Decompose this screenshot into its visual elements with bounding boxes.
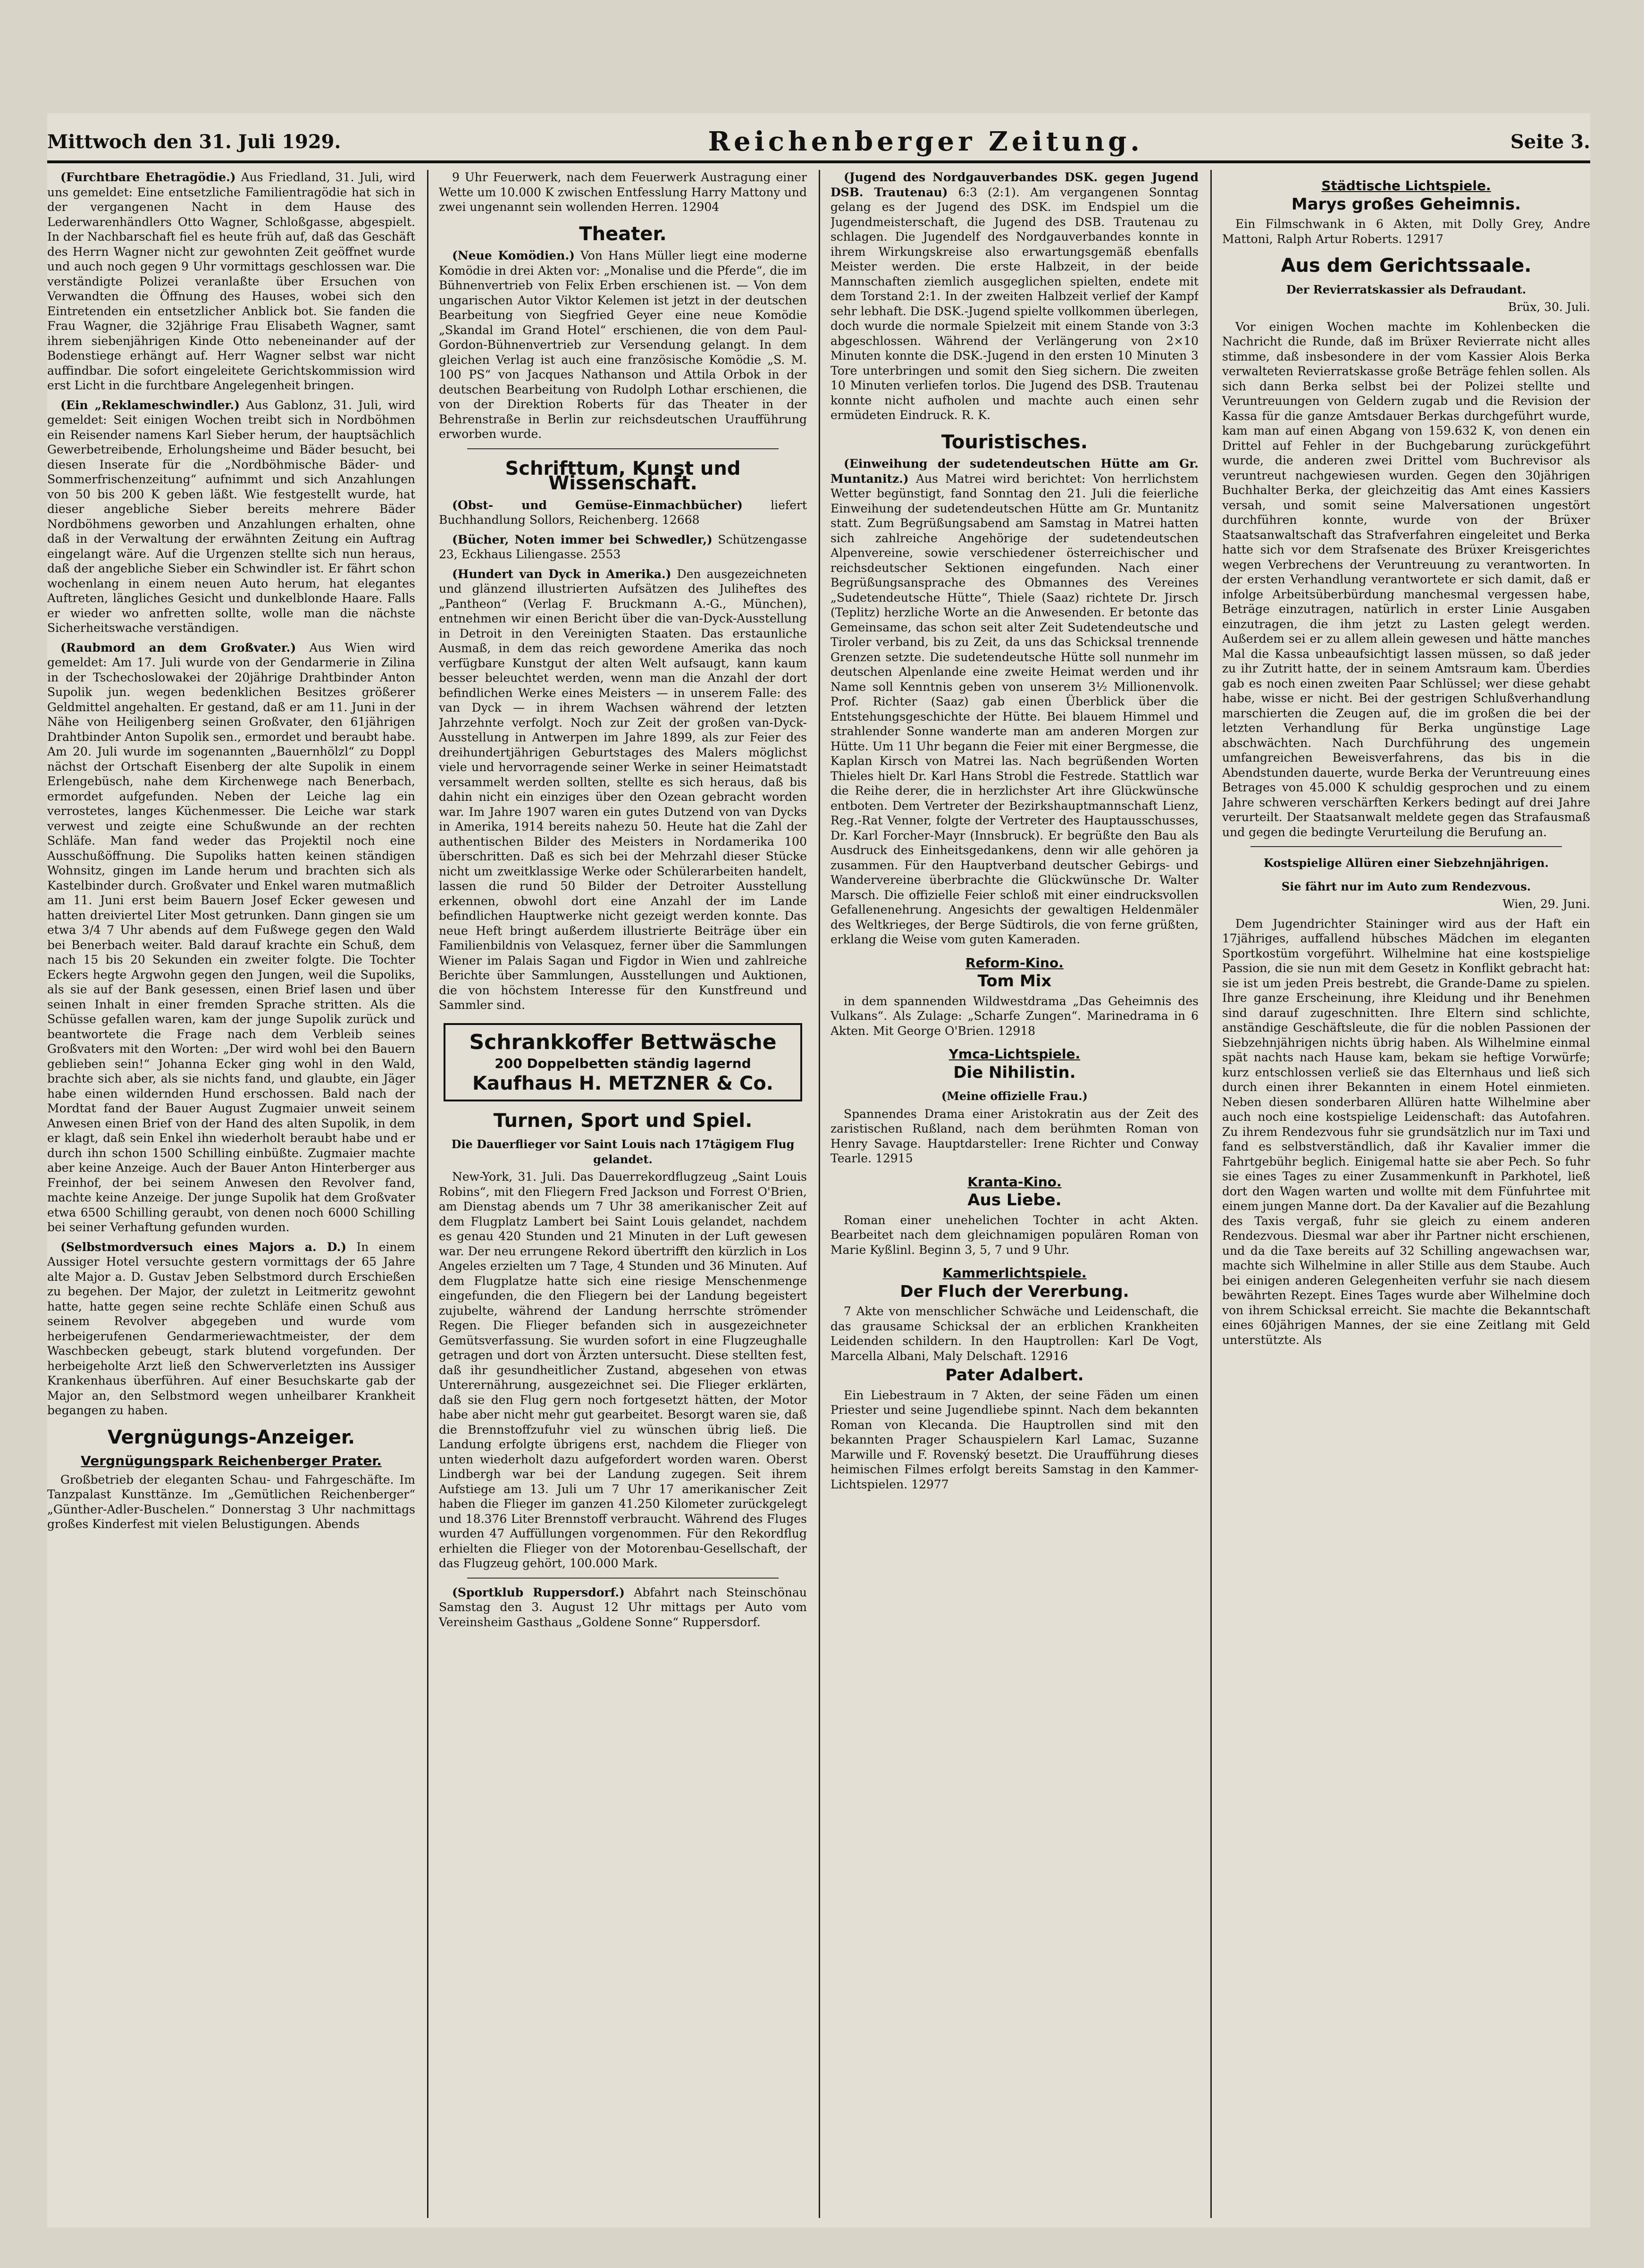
article-lead: (Ein „Reklameschwindler.): [60, 398, 240, 412]
cinema-venue: Ymca-Lichtspiele.: [948, 1046, 1081, 1062]
article: [47, 398, 415, 636]
ad-code: 12917: [1406, 232, 1443, 246]
ad-code: 12977: [911, 1477, 949, 1491]
film-description: Spannendes Drama einer Aristokratin aus der Zeit des zaristischen Rußland, nach dem berühmten Roman von Henry Savage. Hauptdarsteller: Irene Richter und Conway Tearle.: [830, 1107, 1199, 1165]
ad-code: 2553: [590, 547, 621, 561]
notice-lead: (Bücher, Noten immer bei Schwedler,): [452, 532, 713, 546]
article: [439, 567, 807, 1013]
section-heading-vergnuegungen: Vergnügungs-Anzeiger.: [107, 1426, 355, 1448]
section-heading-touristisches: Touristisches.: [941, 431, 1088, 453]
article-text: In einem Aussiger Hotel versuchte gestern vormittags der 65 Jahre alte Major a. D. Gustav Jeben Selbstmord durch Erschießen zu begehen. Der Major, der zuletzt in Leitmeritz gewohnt hatte, hatte gegen seine rechte Schläfe einen Schuß aus seinem Revolver abgegeben und wurde vom herbeigerufenen Gendarmeriewachtmeister, der dem Waschbecken gebeugt, stark blutend vorgefunden. Der herbeigeholte Arzt ließ den Schwerverletzten ins Aussiger Krankenhaus überführen. Auf einer Besuchskarte gab der Major an, den Selbstmord wegen unheilbarer Krankheit begangen zu haben.: [47, 1240, 415, 1417]
section-heading-gerichtssaal: Aus dem Gerichtssaale.: [1281, 255, 1532, 277]
notice: [439, 532, 807, 562]
notice-text: liefert Buchhandlung Sollors, Reichenberg.: [439, 498, 807, 527]
column-rule: [1210, 170, 1212, 2218]
cinema-venue: Kammerlichtspiele.: [942, 1265, 1087, 1281]
article-text: Aus Gablonz, 31. Juli, wird gemeldet: Seit einigen Wochen treibt sich in Nordböhmen ein Reisender namens Karl Sieber herum, der hauptsächlich Gewerbetreibende, Erholungsheime und Bäder besucht, bei diesen Inserate für die „Nordböhmische Bäder- und Sommerfrischenzeitung“ aufnimmt und sich Anzahlungen von 50 bis 200 K geben läßt. Wie festgestellt wurde, hat dieser angebliche Sieber bereits mehrere Bäder Nordböhmens geworben und Anzahlungen erhalten, ohne daß in der Verwaltung der erwähnten Zeitung ein Auftrag eingelangt wäre. Auf die Urgenzen stellte sich nun heraus, daß der angebliche Sieber ein Schwindler ist. Er fährt schon wochenlang in einem neuen Auto herum, hat elegantes Auftreten, längliches Gesicht und dunkelblonde Haare. Falls er wieder wo anfretten sollte, wolle man die nächste Sicherheitswache verständigen.: [47, 398, 415, 635]
film-title: Marys großes Geheimnis.: [1291, 194, 1521, 214]
article-dateline: Wien, 29. Juni.: [1502, 897, 1590, 911]
newspaper-page: [47, 113, 1590, 2227]
article-lead: (Hundert van Dyck in Amerika.): [452, 567, 671, 581]
film-title: Die Nihilistin.: [953, 1063, 1076, 1082]
article-lead: (Furchtbare Ehetragödie.): [60, 170, 236, 184]
film-description: Roman einer unehelichen Tochter in acht Akten. Bearbeitet nach dem gleichnamigen populären Roman von Marie Kyßlinl. Beginn 3, 5, 7 und 9 Uhr.: [830, 1213, 1199, 1257]
notice-lead: (Obst- und Gemüse-Einmachbücher): [452, 498, 743, 512]
film-description: 7 Akte von menschlicher Schwäche und Leidenschaft, die das grausame Schicksal der an erblichen Krankheiten Leidenden schildern. In den Hauptrollen: Karl De Vogt, Marcella Albani, Maly Delschaft.: [830, 1304, 1199, 1363]
article-title: Der Revierratskassier als Defraudant.: [1286, 282, 1527, 296]
column-rule: [819, 170, 820, 2218]
section-heading-schrifttum: Schrifttum, Kunst und Wissenschaft.: [505, 457, 741, 494]
advertisement-metzner: [444, 1023, 802, 1101]
article-text: Vor einigen Wochen machte im Kohlenbecken die Nachricht die Runde, daß im Brüxer Revierrate nicht alles stimme, daß insbesondere in der vom Kassier Alois Berka verwalteten Revierratskasse große Beträge fehlen sollen. Als sich dann Berka selbst bei der Polizei stellte und Veruntreuungen von Geldern zugab und die Revision der Kassa für die ganze Amtsdauer Berkas durchgeführt wurde, kam man auf einen Abgang von 159.632 K, von denen ein Drittel auf Fehler in der Buchgebarung zurückgeführt wurde, die anderen zwei Drittel vom Buchrevisor als veruntreut nachgewiesen wurden. Gegen den 30jährigen Buchhalter Berka, der gleichzeitig das Amt eines Kassiers versah, und somit seine Malversationen ungestört durchführen konnte, wurde von der Brüxer Staatsanwaltschaft das Strafverfahren eingeleitet und Berka hatte sich vor dem Strafsenate des Brüxer Kreisgerichtes wegen Verbrechens der Veruntreuung zu verantworten. In der ersten Verhandlung verantwortete er sich damit, daß er infolge Arbeitsüberbürdung manchesmal vergessen habe, Beträge einzutragen, natürlich in erster Linie Ausgaben einzutragen, die ihm jetzt zu Lasten gelegt werden. Außerdem sei er zu allem allein gewesen und hätte manches Mal die Kassa unbeaufsichtigt lassen müssen, so daß jeder zu ihr Zutritt hatte, der in seinem Amtsraum kam. Überdies gab es noch einen zweiten Paar Schlüssel; wer diese gehabt habe, wisse er nicht. Bei der gestrigen Schlußverhandlung marschierten die Zeugen auf, die im großen die bei der letzten Verhandlung für Berka ungünstige Lage abschwächten. Nach Durchführung des ungemein umfangreichen Beweisverfahrens, das bis in die Abendstunden dauerte, wurde Berka der Veruntreuung eines Betrages von 45.000 K schuldig gesprochen und zu einem Jahre schweren verschärften Kerkers bedingt auf drei Jahre verurteilt. Der Staatsanwalt meldete gegen das Strafausmaß und gegen die bedingte Verurteilung die Berufung an.: [1222, 319, 1590, 839]
article-title: Kostspielige Allüren einer Siebzehnjährigen.: [1264, 856, 1549, 870]
ad-headline: Schrankkoffer Bettwäsche: [469, 1030, 777, 1054]
ad-code: 12915: [875, 1151, 913, 1165]
column-rule: [427, 170, 428, 2218]
film-title: Der Fluch der Vererbung.: [900, 1282, 1129, 1301]
ad-company: Kaufhaus H. METZNER & Co.: [472, 1072, 773, 1094]
cinema-venue: Kranta-Kino.: [967, 1174, 1062, 1190]
page-number: Seite 3.: [1510, 130, 1590, 153]
article-dateline: Brüx, 30. Juli.: [1508, 300, 1590, 314]
article-lead: (Einweihung der sudetendeutschen Hütte am Gr. Muntanitz.): [830, 457, 1199, 486]
film-text: [830, 1107, 1199, 1166]
article-text: Aus Matrei wird berichtet: Von herrlichstem Wetter begünstigt, fand Sonntag den 21. Juli die feierliche Einweihung der sudetendeutschen Hütte am Gr. Muntanitz statt. Zum Begrüßungsabend am Samstag in Matrei hatten sich zahlreiche Angehörige der sudetendeutschen Alpenvereine, sowie verschiedener österreichischer und reichsdeutscher Sektionen eingefunden. Nach einer Begrüßungsansprache des Obmannes des Vereines „Sudetendeutsche Hütte“, Thiele (Saaz) richtete Dr. Jirsch (Teplitz) herzliche Worte an die Anwesenden. Er betonte das Gemeinsame, das schon seit alter Zeit Sudetendeutsche und Tiroler verband, bis zu Zeit, da uns das Schicksal trennende Grenzen setzte. Die sudetendeutsche Hütte soll nunmehr im deutschen Alpenlande eine zweite Heimat werden und ihr Name soll Kenntnis geben von unserem 3½ Millionenvolk. Prof. Richter (Saaz) gab einen Überblick über die Entstehungsgeschichte der Hütte. Bei blauem Himmel und strahlender Sonne wanderte man am anderen Morgen zur Hütte. Um 11 Uhr begann die Feier mit einer Bergmesse, die Kaplan Kirsch von Matrei las. Nach begrüßenden Worten Thieles hielt Dr. Karl Hans Strobl die Festrede. Stattlich war die Reihe derer, die in herzlichster Art ihre Glückwünsche entboten. Dem Vertreter der Bezirkshauptmannschaft Lienz, Reg.-Rat Venner, folgte der Vertreter des Hauptausschusses, Dr. Karl Forcher-Mayr (Innsbruck). Er begrüßte den Bau als Ausdruck des Einheitsgedankens, denn wir alle gehören ja zusammen. Für den Hauptverband deutscher Gebirgs- und Wandervereine überbrachte die Glückwünsche Dr. Walter Marsch. Die offizielle Feier schloß mit einer eindrucksvollen Gefallenenehrung. Angesichts der gewaltigen Heldenmäler des Weltkrieges, der Berge Südtirols, die von ferne grüßten, erklang die Weise vom guten Kameraden.: [830, 471, 1199, 946]
film-description: Ein Liebestraum in 7 Akten, der seine Fäden um einen Priester und seine Jugendliebe spinnt. Nach dem bekannten Roman von Klecanda. Die Hauptrollen sind mit den bekannten Prager Schauspielern Karl Lamac, Suzanne Marwille und F. Rovenský besetzt. Die Uraufführung dieses heimischen Filmes erfolgt bereits Samstag in den Kammer-Lichtspielen.: [830, 1388, 1199, 1491]
item-text: [439, 170, 807, 215]
article-lead: (Raubmord an dem Großvater.): [60, 640, 296, 655]
film-text: [1222, 217, 1590, 246]
article-lead: (Neue Komödien.): [452, 249, 575, 262]
film-subtitle: (Meine offizielle Frau.): [941, 1089, 1088, 1103]
ad-code: 12916: [1030, 1349, 1068, 1363]
divider: [467, 1578, 779, 1579]
article: [47, 1240, 415, 1418]
notice-text: Abfahrt nach Steinschönau Samstag den 3. August 12 Uhr mittags per Auto vom Vereinsheim Gasthaus „Goldene Sonne“ Ruppersdorf.: [439, 1585, 807, 1629]
film-description: Ein Filmschwank in 6 Akten, mit Dolly Grey, Andre Mattoni, Ralph Artur Roberts.: [1222, 217, 1590, 246]
article: [47, 170, 415, 393]
ad-subline: 200 Doppelbetten ständig lagernd: [495, 1055, 751, 1071]
article-text: 6:3 (2:1). Am vergangenen Sonntag gelang es der Jugend des DSK. im Endspiel um die Jugendmeisterschaft, die Jugend des DSB. Trautenau zu schlagen. Die Jugendelf des Nordgauverbandes konnte in ihrem Wirkungskreise also erwartungsgemäß ebenfalls Meister werden. Die erste Halbzeit, in der beide Mannschaften ziemlich ausgeglichen spielten, endete mit dem Torstand 2:1. In der zweiten Halbzeit verlief der Kampf sehr lebhaft. Die DSK.-Jugend spielte vollkommen überlegen, doch wurde die normale Spielzeit mit einem Stande von 3:3 abgeschlossen. Während der Verlängerung von 2×10 Minuten konnte die DSK.-Jugend in den ersten 10 Minuten 3 Tore unterbringen und somit den Sieg sichern. Die zweiten 10 Minuten verliefen torlos. Die Jugend des DSB. Trautenau konnte nicht aufholen und machte auch einen sehr ermüdeten Eindruck.: [830, 185, 1199, 422]
column-4: [1222, 170, 1590, 2218]
article-text: New-York, 31. Juli. Das Dauerrekordflugzeug „Saint Louis Robins“, mit den Fliegern Fred Jackson und Forrest O'Brien, am Dienstag abends um 7 Uhr 38 amerikanischer Zeit auf dem Flugplatz Lambert bei Saint Louis gelandet, nachdem es genau 420 Stunden und 21 Minuten in der Luft gewesen war. Der neu errungene Rekord übertrifft den kürzlich in Los Angeles erzielten um 7 Tage, 4 Stunden und 36 Minuten. Auf dem Flugplatze hatte sich eine riesige Menschenmenge eingefunden, die den Fliegern bei der Landung begeistert zujubelte, während der Landung herrschte strömender Regen. Die Flieger befanden sich in ausgezeichneter Gemütsverfassung. Sie wurden sofort in eine Flugzeughalle getragen und dort von Ärzten untersucht. Diese stellten fest, daß ihr gesundheitlicher Zustand, abgesehen von etwas Unterernährung, ausgezeichnet sei. Die Flieger erklärten, daß sie den Flug gern noch fortgesetzt hätten, der Motor habe aber nicht mehr gut gearbeitet. Besorgt waren sie, daß die Brennstoffzufuhr viel zu wünschen übrig ließ. Die Landung erfolgte übrigens erst, nachdem die Flieger von unten wiederholt dazu aufgefordert worden waren. Oberst Lindbergh war bei der Landung zugegen. Seit ihrem Aufstiege am 13. Juli um 7 Uhr 17 amerikanischer Zeit haben die Flieger im ganzen 41.250 Kilometer zurückgelegt und 18.376 Liter Brennstoff verbraucht. Während des Fluges wurden 47 Auffüllungen vorgenommen. Für den Rekordflug erhielten die Flieger von der Motorenbau-Gesellschaft, der das Flugzeug gehört, 100.000 Mark.: [439, 1170, 807, 1570]
film-title: Aus Liebe.: [967, 1191, 1062, 1210]
article-signature: R. K.: [961, 408, 991, 422]
article: [830, 170, 1199, 423]
notice: [439, 498, 807, 528]
article-text: Aus Wien wird gemeldet: Am 17. Juli wurde von der Gendarmerie in Zilina in der Tschechoslowakei der 20jährige Drahtbinder Anton Supolik jun. wegen bedenklichen Besitzes größerer Geldmittel angehalten. Er gestand, daß er am 11. Juni in der Nähe von Heiligenberg seinen Großvater, den 61jährigen Drahtbinder Anton Supolik sen., ermordet und beraubt habe. Am 20. Juli wurde im sogenannten „Bauernhölzl“ zu Doppl nächst der Ortschaft Eisenberg der alte Supolik in einem Erlengebüsch, nahe dem Kirchenwege nach Benerbach, ermordet aufgefunden. Neben der Leiche lag ein verrostetes, langes Küchenmesser. Die Leiche war stark verwest und zeigte eine Schußwunde an der rechten Schläfe. Man fand weder das Projektil noch eine Ausschußöffnung. Die Supoliks hatten keinen ständigen Wohnsitz, gingen im Lande herum und brachten sich als Kastelbinder durch. Großvater und Enkel waren mutmaßlich am 11. Juni erst beim Bauern Josef Ecker gewesen und hatten dreiviertel Liter Most getrunken. Dann gingen sie um etwa 3/4 7 Uhr abends auf dem Fußwege gegen den Wald bei Benerbach weiter. Bald darauf krachte ein Schuß, dem nach 15 bis 20 Sekunden ein zweiter folgte. Die Tochter Eckers hegte Argwohn gegen den Jungen, weil die Supoliks, als sie auf der Bank gesessen, einen Brief lasen und über seinen Inhalt in einer fremden Sprache stritten. Als die Schüsse gefallen waren, kam der junge Supolik zurück und beantwortete die Frage nach dem Verbleib seines Großvaters mit den Worten: „Der wird wohl bei den Bauern geblieben sein!“ Johanna Ecker ging wohl in den Wald, brachte sich aber, als sie nichts fand, und glaubte, ein Jäger habe einen wildernden Hund erschossen. Bald nach der Mordtat fand der Bauer August Zugmaier unweit seinem Anwesen einen Brief von der Hand des alten Supolik, in dem er klagt, daß sein Enkel ihn wiederholt beraubt habe und er durch ihn schon 1500 Schilling einbüßte. Zugmaier machte aber keine Anzeige. Auch der Bauer Anton Hinterberger aus Freinhof, der bei seinem Anwesen den Revolver fand, machte keine Anzeige. Der junge Supolik hat dem Großvater etwa 6500 Schilling geraubt, von denen noch 6000 Schilling bei seiner Verhaftung gefunden wurden.: [47, 640, 415, 1234]
page-header: [47, 123, 1590, 163]
notice-text: Schützengasse 23, Eckhaus Liliengasse.: [439, 532, 807, 561]
columns: [47, 170, 1590, 2218]
article-lead: (Jugend des Nordgauverbandes DSK. gegen Jugend DSB. Trautenau): [830, 170, 1199, 199]
section-heading-theater: Theater.: [579, 223, 667, 245]
article-lead: (Selbstmordversuch eines Majors a. D.): [60, 1240, 347, 1254]
item-text: Großbetrieb der eleganten Schau- und Fahrgeschäfte. Im Tanzpalast Kunsttänze. Im „Gemütlichen Reichenberger“ „Günther-Adler-Buschelen.“ Donnerstag 3 Uhr nachmittags großes Kinderfest mit vielen Belustigungen. Abends: [47, 1472, 415, 1531]
article-text: Aus Friedland, 31. Juli, wird uns gemeldet: Eine entsetzliche Familientragödie hat sich in der vergangenen Nacht in dem Hause des Lederwarenhändlers Otto Wagner, Schloßgasse, abgespielt. In der Nachbarschaft fiel es heute früh auf, daß das Geschäft des Herrn Wagner nicht zur gewohnten Zeit geöffnet wurde und auch noch gegen 9 Uhr vormittags geschlossen war. Die verständigte Polizei veranlaßte über Ersuchen von Verwandten die Öffnung des Hauses, wobei sich den Eintretenden ein entsetzlicher Anblick bot. Sie fanden die Frau Wagner, die 32jährige Frau Elisabeth Wagner, samt ihrem siebenjährigen Kinde Otto nebeneinander auf der Bodenstiege erhängt auf. Herr Wagner selbst war nicht auffindbar. Die sofort eingeleitete Gerichtskommission wird erst Licht in die furchtbare Angelegenheit bringen.: [47, 170, 415, 392]
film-title: Tom Mix: [977, 972, 1052, 991]
item-text-body: 9 Uhr Feuerwerk, nach dem Feuerwerk Austragung einer Wette um 10.000 K zwischen Entfesslung Harry Mattony und zwei ungenannt sein wollenden Herren.: [439, 170, 807, 214]
notice-lead: (Sportklub Ruppersdorf.): [452, 1585, 625, 1599]
film-text: [830, 994, 1199, 1039]
film-title: Pater Adalbert.: [945, 1366, 1084, 1385]
article-text: Von Hans Müller liegt eine moderne Komödie in drei Akten vor: „Monalise und die Pferde“, die im Bühnenvertrieb von Felix Erben erschienen ist. — Von dem ungarischen Autor Viktor Kelemen ist jetzt in der deutschen Bearbeitung von Siegfried Geyer eine neue Komödie „Skandal im Grand Hotel“ erschienen, die von dem Paul-Gordon-Bühnenvertrieb zur Versendung gelangt. In dem gleichen Verlag ist auch eine französische Komödie „S. M. 100 PS“ von Jacques Nathanson und Attila Orbok in der deutschen Bearbeitung von Rudolph Lothar erschienen, die von der Direktion Roberts für das Theater in der Behrenstraße in Berlin zur reichsdeutschen Uraufführung erworben wurde.: [439, 249, 807, 441]
film-description: in dem spannenden Wildwestdrama „Das Geheimnis des Vulkans“. Als Zulage: „Scharfe Zungen“. Marinedrama in 6 Akten. Mit George O'Brien.: [830, 994, 1199, 1038]
cinema-venue: Städtische Lichtspiele.: [1321, 178, 1491, 193]
cinema-venue: Reform-Kino.: [965, 955, 1064, 971]
divider: [1250, 846, 1562, 847]
ad-code: 12668: [662, 513, 700, 527]
column-1: [47, 170, 415, 2218]
item-title: Vergnügungspark Reichenberger Prater.: [81, 1453, 382, 1469]
column-3: [830, 170, 1199, 2218]
notice: [439, 1585, 807, 1630]
masthead: Reichenberger Zeitung.: [708, 126, 1143, 157]
issue-date: Mittwoch den 31. Juli 1929.: [47, 130, 341, 153]
article: [47, 640, 415, 1235]
film-text: [830, 1304, 1199, 1363]
article: [830, 456, 1199, 947]
article-subtitle: Sie fährt nur im Auto zum Rendezvous.: [1281, 879, 1531, 893]
section-heading-sport: Turnen, Sport und Spiel.: [493, 1109, 753, 1132]
film-text: [830, 1388, 1199, 1492]
ad-code: 12904: [681, 200, 720, 214]
article: [439, 248, 807, 442]
divider: [467, 448, 779, 449]
column-2: [439, 170, 807, 2218]
article-text: Dem Jugendrichter Staininger wird aus der Haft ein 17jähriges, auffallend hübsches Mädchen im eleganten Sportkostüm vorgeführt. Wilhelmine hat eine kostspielige Passion, die sie nun mit dem Gesetz in Konflikt gebracht hat: sie ist um jeden Preis bestrebt, die Grande-Dame zu spielen. Ihre ganze Erscheinung, ihre Kleidung und ihr Benehmen sind darauf zugeschnitten. Ihre Eltern sind schlichte, anständige Geschäftsleute, die für die noblen Passionen der Siebzehnjährigen nichts übrig haben. Als Wilhelmine einmal spät nachts nach Hause kam, bekam sie heftige Vorwürfe; kurz entschlossen verließ sie das Elternhaus und ließ sich durch einen ihrer Bekannten in einem Hotel einmieten. Neben diesen sonderbaren Allüren hatte Wilhelmine aber auch noch eine kostspielige Leidenschaft: das Autofahren. Zu ihrem Rendezvous fuhr sie grundsätzlich nur im Taxi und fand es selbstverständlich, daß ihr Kavalier immer die Fahrtgebühr beglich. Einigemal hatte sie aber Pech. So fuhr sie eines Tages zu einer Zusammenkunft in Parkhotel, ließ dort den Wagen warten und wollte mit dem Fünfuhrtee mit einem jungen Manne dort. Da der Kavalier auf die Bezahlung des Taxis vergaß, fuhr sie gleich zu einem anderen Rendezvous. Diesmal war aber ihr Partner nicht erschienen, und da die Taxe bereits auf 32 Schilling angewachsen war, machte sich Wilhelmine in aller Stille aus dem Staube. Auch bei einigen anderen Gelegenheiten verfuhr sie nach diesem bewährten Rezept. Eines Tages wurde aber Wilhelmine doch von ihrem Schicksal erreicht. Sie machte die Bekanntschaft eines 60jährigen Mannes, der sie eine Zeitlang mit Geld unterstützte. Als: [1222, 916, 1590, 1347]
article-title: Die Dauerflieger vor Saint Louis nach 17tägigem Flug gelandet.: [451, 1137, 795, 1166]
ad-code: 12918: [998, 1024, 1036, 1038]
article-text: Den ausgezeichneten und glänzend illustrierten Aufsätzen des Juliheftes des „Pantheon“ (Verlag F. Bruckmann A.-G., München), entnehmen wir einen Bericht über die van-Dyck-Ausstellung in Detroit in den Vereinigten Staaten. Das erstaunliche Ausmaß, in dem das reich gewordene Amerika das noch verfügbare Kunstgut der alten Welt aufsaugt, kann kaum besser beleuchtet werden, wenn man die Anzahl der dort befindlichen Werke eines Meisters — in unserem Falle: des van Dyck — in ihrem Wachsen während der letzten Jahrzehnte verfolgt. Noch zur Zeit der großen van-Dyck-Ausstellung in Antwerpen im Jahre 1899, als zur Feier des dreihundertjährigen Geburtstages des Malers möglichst viele und hervorragende seiner Werke in seiner Heimatstadt versammelt werden sollten, stellte es sich heraus, daß bis dahin nicht ein einziges über den Ozean gebracht worden war. Im Jahre 1907 waren ein gutes Dutzend von van Dycks in Amerika, 1914 bereits nahezu 50. Heute hat die Zahl der authentischen Bilder des Meisters in Nordamerika 100 überschritten. Daß es sich bei der Mehrzahl dieser Stücke nicht um zweitklassige Werke oder Schülerarbeiten handelt, lassen die rund 50 Bilder der Detroiter Ausstellung erkennen, obwohl dort eine Anzahl der im Lande befindlichen Hauptwerke nicht gezeigt werden konnte. Das neue Heft bringt außerdem illustrierte Beiträge über ein Familienbildnis von Velasquez, ferner über die Sammlungen Wiener im Palais Sagan und Figdor in Wien und zahlreiche Berichte über Sammlungen, Ausstellungen und Auktionen, die von höchstem Interesse für den Kunstfreund und Sammler sind.: [439, 567, 807, 1012]
